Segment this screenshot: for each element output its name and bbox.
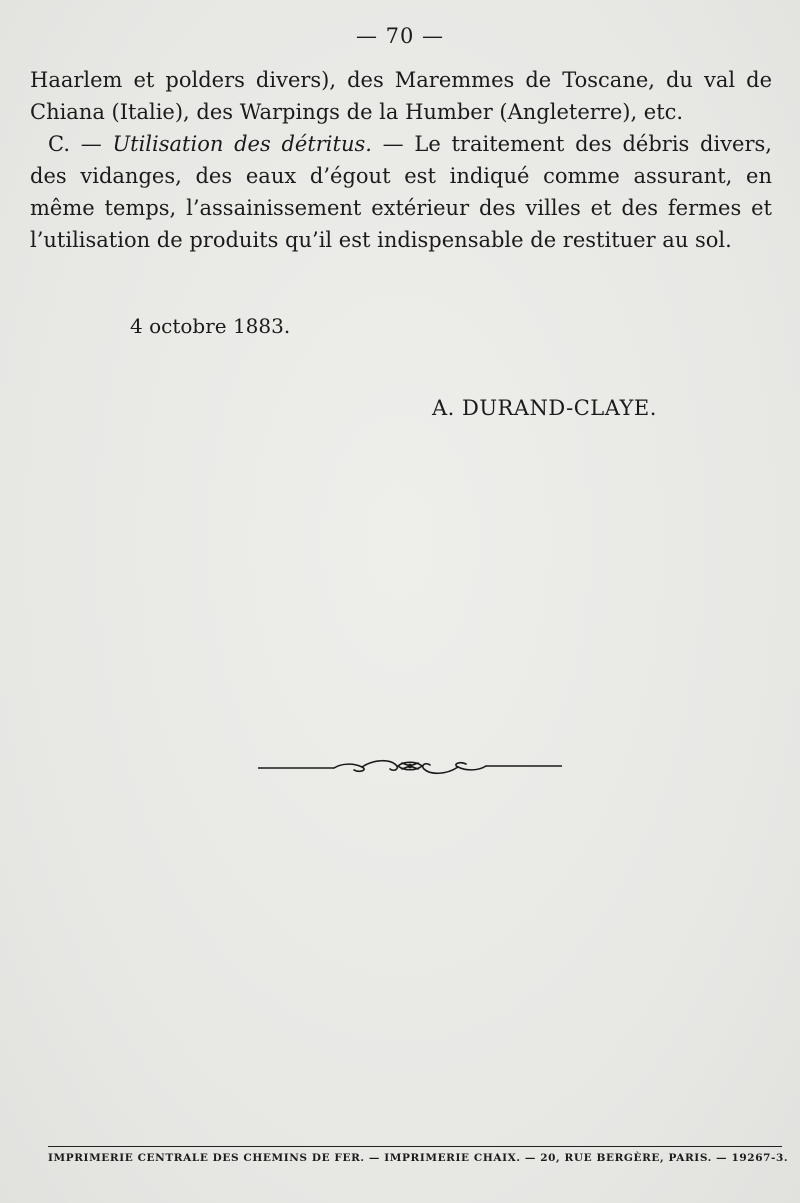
- footer-rule: [48, 1146, 782, 1147]
- ornament-divider-icon: [258, 754, 562, 780]
- printer-imprint: IMPRIMERIE CENTRALE DES CHEMINS DE FER. — IMPRIMERIE CHAIX. — 20, RUE BERGÈRE, PARIS. — 19267-3.: [48, 1152, 789, 1164]
- section-c-title: Utilisation des détritus.: [112, 132, 372, 156]
- page-number: — 70 —: [355, 24, 445, 48]
- author-signature: A. DURAND-CLAYE.: [432, 396, 657, 420]
- section-c-dash: —: [371, 132, 415, 156]
- body-text: [30, 64, 772, 256]
- section-c-label: C. —: [48, 132, 113, 156]
- section-c-text: Le traitement des débris divers, des vidanges, des eaux d’égout est indiqué comme assurant, en même temps, l’assainissement extérieur des villes et des fermes et l’utilisation de produits qu’il est indispensable de restituer au sol.: [30, 132, 772, 252]
- date-line: 4 octobre 1883.: [130, 314, 291, 338]
- section-c-paragraph: [30, 128, 772, 256]
- paragraph-continuation: Haarlem et polders divers), des Maremmes de Toscane, du val de Chiana (Italie), des Warpings de la Humber (Angleterre), etc.: [30, 68, 772, 124]
